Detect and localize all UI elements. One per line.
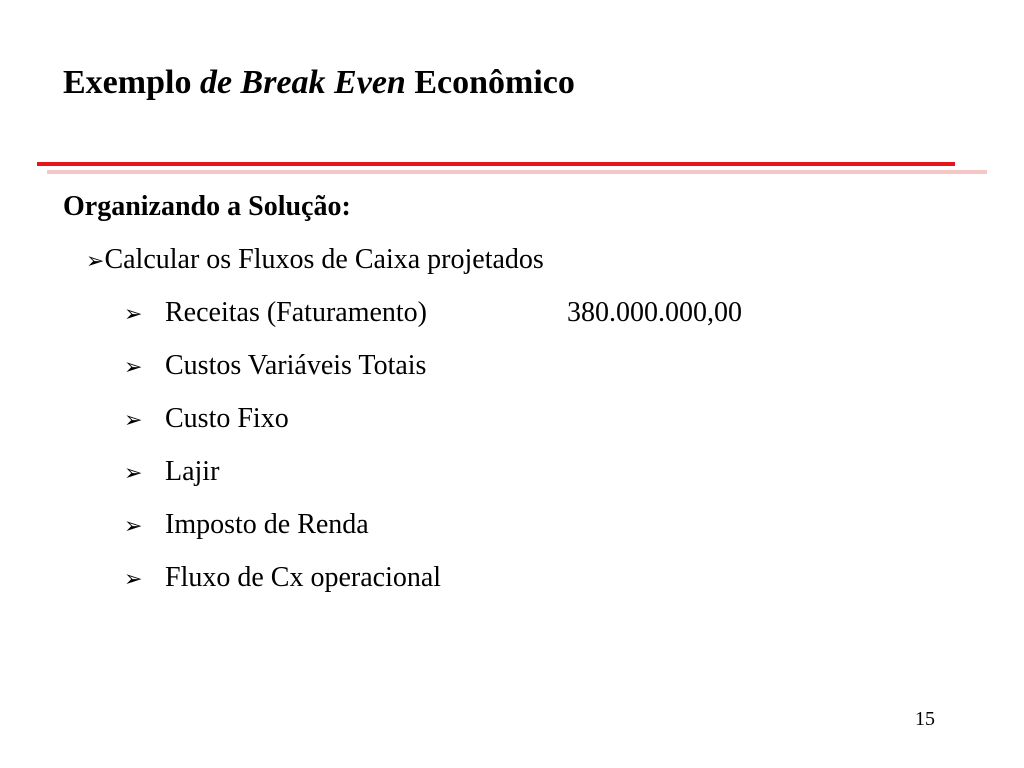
list-item xyxy=(124,403,924,435)
list-item-label: Custo Fixo xyxy=(165,403,289,434)
list-item xyxy=(124,297,924,329)
list-item-value: 380.000.000,00 xyxy=(567,297,742,328)
main-bullet xyxy=(86,244,544,276)
title-divider-shadow xyxy=(47,170,987,174)
arrow-bullet-icon: ➢ xyxy=(124,408,143,433)
list-item xyxy=(124,562,924,594)
list-item-label: Fluxo de Cx operacional xyxy=(165,562,442,593)
arrow-bullet-icon: ➢ xyxy=(124,514,143,539)
arrow-bullet-icon: ➢ xyxy=(124,302,143,327)
page-number: 15 xyxy=(915,708,935,730)
list-item xyxy=(124,350,924,382)
list-item-label: Receitas (Faturamento) xyxy=(165,297,428,328)
arrow-bullet-icon: ➢ xyxy=(124,567,143,592)
title-divider xyxy=(37,162,955,166)
list-item-label: Custos Variáveis Totais xyxy=(165,350,427,381)
main-bullet-text: Calcular os Fluxos de Caixa projetados xyxy=(104,244,544,275)
list-item xyxy=(124,456,924,488)
list-item xyxy=(124,509,924,541)
list-item-label: Imposto de Renda xyxy=(165,509,369,540)
arrow-bullet-icon: ➢ xyxy=(124,355,143,380)
title-suffix: Econômico xyxy=(405,64,575,101)
title-italic: de Break Even xyxy=(199,64,406,101)
slide-title xyxy=(63,64,575,102)
section-heading: Organizando a Solução: xyxy=(63,191,351,222)
arrow-bullet-icon: ➢ xyxy=(124,461,143,486)
arrow-bullet-icon: ➢ xyxy=(86,249,105,274)
title-prefix: Exemplo xyxy=(63,64,200,101)
list-item-label: Lajir xyxy=(165,456,220,487)
